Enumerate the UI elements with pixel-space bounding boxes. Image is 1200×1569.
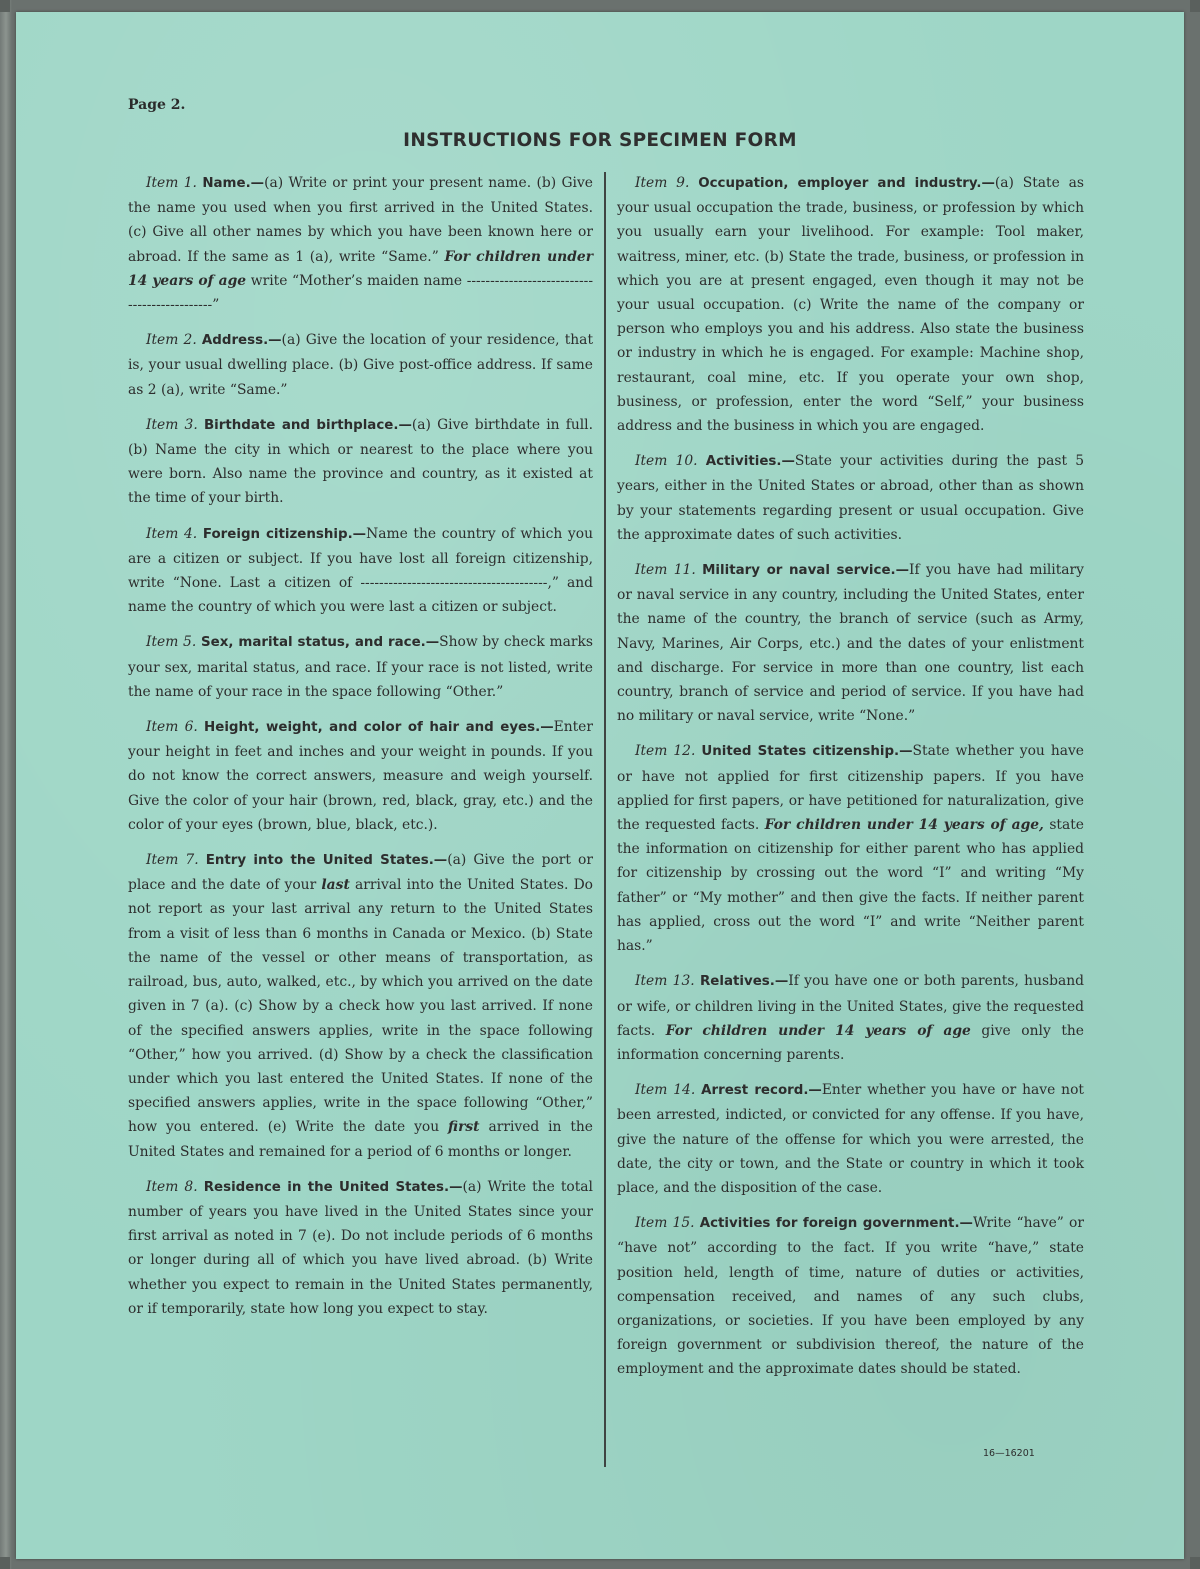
item-number: Item 8.: [146, 1178, 198, 1195]
item-heading: Address.—: [201, 333, 282, 349]
item-text: (a) Write or print your present name. (b) Give the name you used when you first arrived in the United States. (c) Give all other names by which you have been known here or abroad. If the same as 1 (a), write “Same.”: [128, 175, 594, 265]
item-text: write “Mother’s maiden name ---------------------------------------------”: [128, 272, 593, 314]
item-text: Enter your height in feet and inches and your weight in pounds. If you do not know the correct answers, measure and weigh yourself. Give the color of your hair (brown, red, black, gray, etc.) and the color of your eyes (brown, blue, black, etc.).: [128, 719, 593, 833]
item-text: Write “have” or “have not” according to the fact. If you write “have,” state position held, length of time, nature of duties or activities, compensation received, and names of any such clubs, organizations, or societies. If you have been employed by any foreign government or subdivision thereof, the nature of the employment and the approximate dates should be stated.: [617, 1215, 1084, 1378]
item-heading: Occupation, employer and industry.—: [698, 176, 995, 191]
item-heading: United States citizenship.—: [701, 744, 913, 760]
item-emphasis: For children under 14 years of age,: [764, 817, 1044, 834]
item-text: Name the country of which you are a citizen or subject. If you have lost all foreign citizenship, write “None. Last a citizen of ----------------------------------------,” and name the country of which you were last a citizen or subject.: [128, 525, 593, 616]
item-heading: Military or naval service.—: [702, 563, 910, 579]
item-3: [128, 413, 593, 511]
item-heading: Foreign citizenship.—: [202, 526, 367, 542]
item-text: arrived in the United States and remained for a period of 6 months or longer.: [128, 1119, 593, 1160]
item-text: arrival into the United States. Do not report as your last arrival any return to the United States from a visit of less than 6 months in Canada or Mexico. (b) State the name of the vessel or other means of transportation, as railroad, bus, auto, walked, etc., by which you arrived on the date given in 7 (a). (c) Show by a check how you last arrived. If none of the specified answers applies, write in the space following “Other,” how you arrived. (d) Show by a check the classification under which you last entered the United States. If none of the specified answers applies, write in the space following “Other,” how you entered. (e) Write the date you: [128, 877, 593, 1136]
item-9: [617, 171, 1084, 438]
item-text: State your activities during the past 5 years, either in the United States or abroad, other than as shown by your statements regarding present or usual occupation. Give the approximate dates of such activities.: [617, 453, 1084, 543]
right-column: [617, 171, 1084, 1393]
column-divider: [604, 172, 606, 1467]
item-12: [617, 739, 1084, 958]
item-text: (a) State as your usual occupation the trade, business, or profession by which you usually earn your livelihood. For example: Tool maker, waitress, miner, etc. (b) State the trade, business, or profession in which you are at present engaged, even though it may not be your usual occupation. (c) Write the name of the company or person who employs you and his address. Also state the business or industry in which he is engaged. For example: Machine shop, restaurant, coal mine, etc. If you operate your own shop, business, or profession, enter the word “Self,” your business address and the business in which you are engaged.: [617, 175, 1084, 435]
scan-corner-bottom-left: [0, 1557, 10, 1569]
item-heading: Birthdate and birthplace.—: [203, 417, 412, 433]
item-text: Show by check marks your sex, marital status, and race. If your race is not listed, write the name of your race in the space following “Other.”: [128, 634, 594, 700]
item-4: [128, 522, 593, 620]
item-text: state the information on citizenship for either parent who has applied for citizenship by crossing out the word “I” and writing “My father” or “My mother” and then give the facts. If neither parent has applied, cross out the word “I” and write “Neither parent has.”: [617, 817, 1084, 955]
item-8: [128, 1175, 593, 1321]
form-code: 16—16201: [983, 1448, 1035, 1459]
item-text: State whether you have or have not applied for first citizenship papers. If you have applied for first papers, or have petitioned for naturalization, give the requested facts.: [617, 743, 1085, 834]
item-heading: Activities.—: [705, 454, 795, 470]
item-15: [617, 1211, 1084, 1381]
item-number: Item 7.: [146, 852, 199, 869]
item-number: Item 2.: [146, 332, 197, 349]
item-emphasis: first: [448, 1119, 480, 1136]
item-heading: Name.—: [202, 176, 265, 191]
item-text: (a) Give the port or place and the date of your: [128, 852, 593, 894]
item-6: [128, 715, 593, 837]
item-heading: Activities for foreign government.—: [699, 1216, 973, 1232]
item-number: Item 9.: [635, 175, 690, 191]
item-text: If you have one or both parents, husband or wife, or children living in the United States, give the requested facts.: [617, 973, 1084, 1039]
item-number: Item 4.: [146, 525, 198, 542]
item-number: Item 13.: [635, 973, 695, 990]
item-heading: Sex, marital status, and race.—: [200, 635, 440, 651]
scan-corner-top-right: [1190, 0, 1200, 12]
item-heading: Relatives.—: [699, 974, 789, 990]
item-number: Item 1.: [146, 175, 197, 191]
item-7: [128, 848, 593, 1164]
item-text: Enter whether you have or have not been arrested, indicted, or convicted for any offense. If you have, give the nature of the offense for which you were arrested, the date, the city or town, and the State or country in which it took place, and the disposition of the case.: [617, 1082, 1084, 1196]
item-1: [128, 171, 593, 317]
left-column: [128, 171, 593, 1332]
item-text: (a) Give birthdate in full. (b) Name the city in which or nearest to the place where you were born. Also name the province and country, as it existed at the time of your birth.: [128, 416, 594, 507]
page-number: Page 2.: [128, 97, 186, 113]
item-14: [617, 1078, 1084, 1200]
item-text: give only the information concerning parents.: [617, 1022, 1084, 1063]
item-10: [617, 449, 1084, 547]
item-13: [617, 969, 1084, 1067]
item-number: Item 14.: [635, 1082, 696, 1099]
item-text: If you have had military or naval service in any country, including the United States, enter the name of the country, the branch of service (such as Army, Navy, Marines, Air Corps, etc.) and the dates of your enlistment and discharge. For service in more than one country, list each country, branch of service and period of service. If you have had no military or naval service, write “None.”: [617, 562, 1084, 725]
item-number: Item 5.: [146, 634, 197, 651]
item-11: [617, 558, 1084, 728]
item-5: [128, 630, 593, 704]
item-heading: Residence in the United States.—: [203, 1179, 463, 1195]
item-text: (a) Write the total number of years you have lived in the United States since your first arrival as noted in 7 (e). Do not include periods of 6 months or longer during all of which you have lived abroad. (b) Write whether you expect to remain in the United States permanently, or if temporarily, state how long you expect to stay.: [128, 1178, 593, 1317]
item-number: Item 3.: [146, 416, 198, 433]
item-text: (a) Give the location of your residence, that is, your usual dwelling place. (b) Give post-office address. If same as 2 (a), write “Same.”: [128, 332, 594, 398]
item-number: Item 15.: [635, 1215, 695, 1232]
item-number: Item 11.: [635, 562, 696, 579]
item-2: [128, 328, 593, 402]
item-emphasis: For children under 14 years of age: [128, 248, 594, 289]
item-heading: Height, weight, and color of hair and eyes.—: [204, 720, 554, 736]
item-heading: Arrest record.—: [701, 1083, 822, 1099]
item-emphasis: For children under 14 years of age: [665, 1022, 971, 1039]
item-heading: Entry into the United States.—: [205, 853, 448, 869]
item-number: Item 6.: [146, 719, 198, 736]
item-emphasis: last: [321, 877, 350, 894]
page-title: INSTRUCTIONS FOR SPECIMEN FORM: [403, 130, 797, 151]
item-number: Item 10.: [635, 453, 698, 470]
item-number: Item 12.: [635, 743, 696, 760]
scan-corner-bottom-right: [1190, 1557, 1200, 1569]
scan-corner-top-left: [0, 0, 10, 12]
